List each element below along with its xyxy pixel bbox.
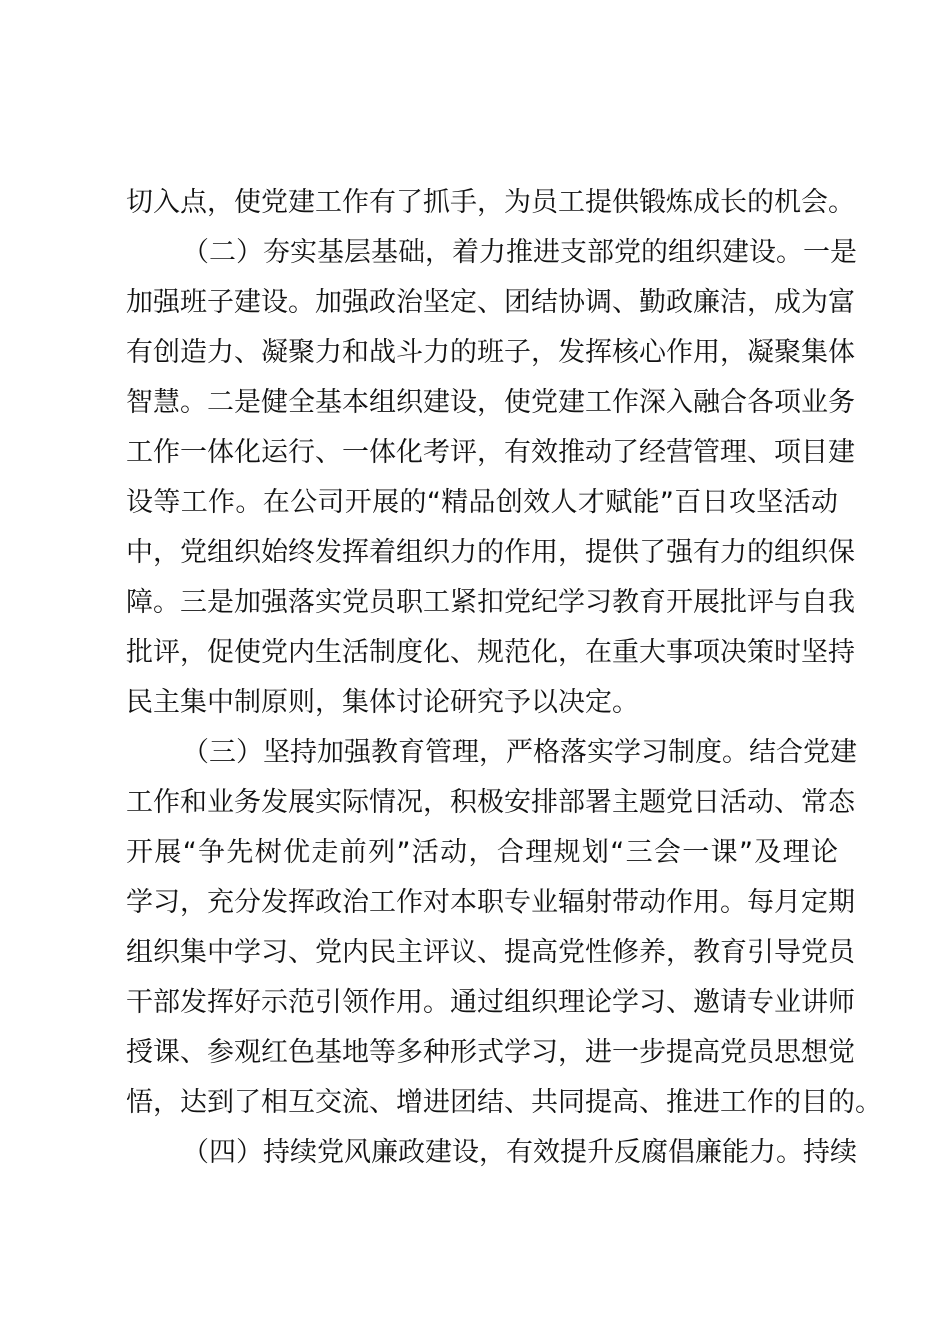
text-line: 批评，促使党内生活制度化、规范化，在重大事项决策时坚持 xyxy=(126,637,855,668)
text-line: 组织集中学习、党内民主评议、提高党性修养，教育引导党员 xyxy=(126,937,855,968)
paragraph-heading-line: （二）夯实基层基础，着力推进支部党的组织建设。一是 xyxy=(182,237,857,268)
text-line: 有创造力、凝聚力和战斗力的班子，发挥核心作用，凝聚集体 xyxy=(126,337,855,368)
body-text xyxy=(126,178,882,1178)
text-line: 民主集中制原则，集体讨论研究予以决定。 xyxy=(126,687,639,718)
text-line: 切入点，使党建工作有了抓手，为员工提供锻炼成长的机会。 xyxy=(126,187,855,218)
text-line: 开展“争先树优走前列”活动，合理规划“三会一课”及理论 xyxy=(126,837,838,868)
text-line: 悟，达到了相互交流、增进团结、共同提高、推进工作的目的。 xyxy=(126,1087,882,1118)
paragraph-heading-line: （三）坚持加强教育管理，严格落实学习制度。结合党建 xyxy=(182,737,857,768)
text-line: 加强班子建设。加强政治坚定、团结协调、勤政廉洁，成为富 xyxy=(126,287,855,318)
text-line: 工作和业务发展实际情况，积极安排部署主题党日活动、常态 xyxy=(126,787,855,818)
text-line: 干部发挥好示范引领作用。通过组织理论学习、邀请专业讲师 xyxy=(126,987,855,1018)
text-line: 中，党组织始终发挥着组织力的作用，提供了强有力的组织保 xyxy=(126,537,855,568)
text-line: 授课、参观红色基地等多种形式学习，进一步提高党员思想觉 xyxy=(126,1037,855,1068)
text-line: 智慧。二是健全基本组织建设，使党建工作深入融合各项业务 xyxy=(126,387,855,418)
text-line: 设等工作。在公司开展的“精品创效人才赋能”百日攻坚活动 xyxy=(126,487,838,518)
text-line: 障。三是加强落实党员职工紧扣党纪学习教育开展批评与自我 xyxy=(126,587,855,618)
text-line: 工作一体化运行、一体化考评，有效推动了经营管理、项目建 xyxy=(126,437,855,468)
text-line: 学习，充分发挥政治工作对本职专业辐射带动作用。每月定期 xyxy=(126,887,855,918)
paragraph-heading-line: （四）持续党风廉政建设，有效提升反腐倡廉能力。持续 xyxy=(182,1137,857,1168)
